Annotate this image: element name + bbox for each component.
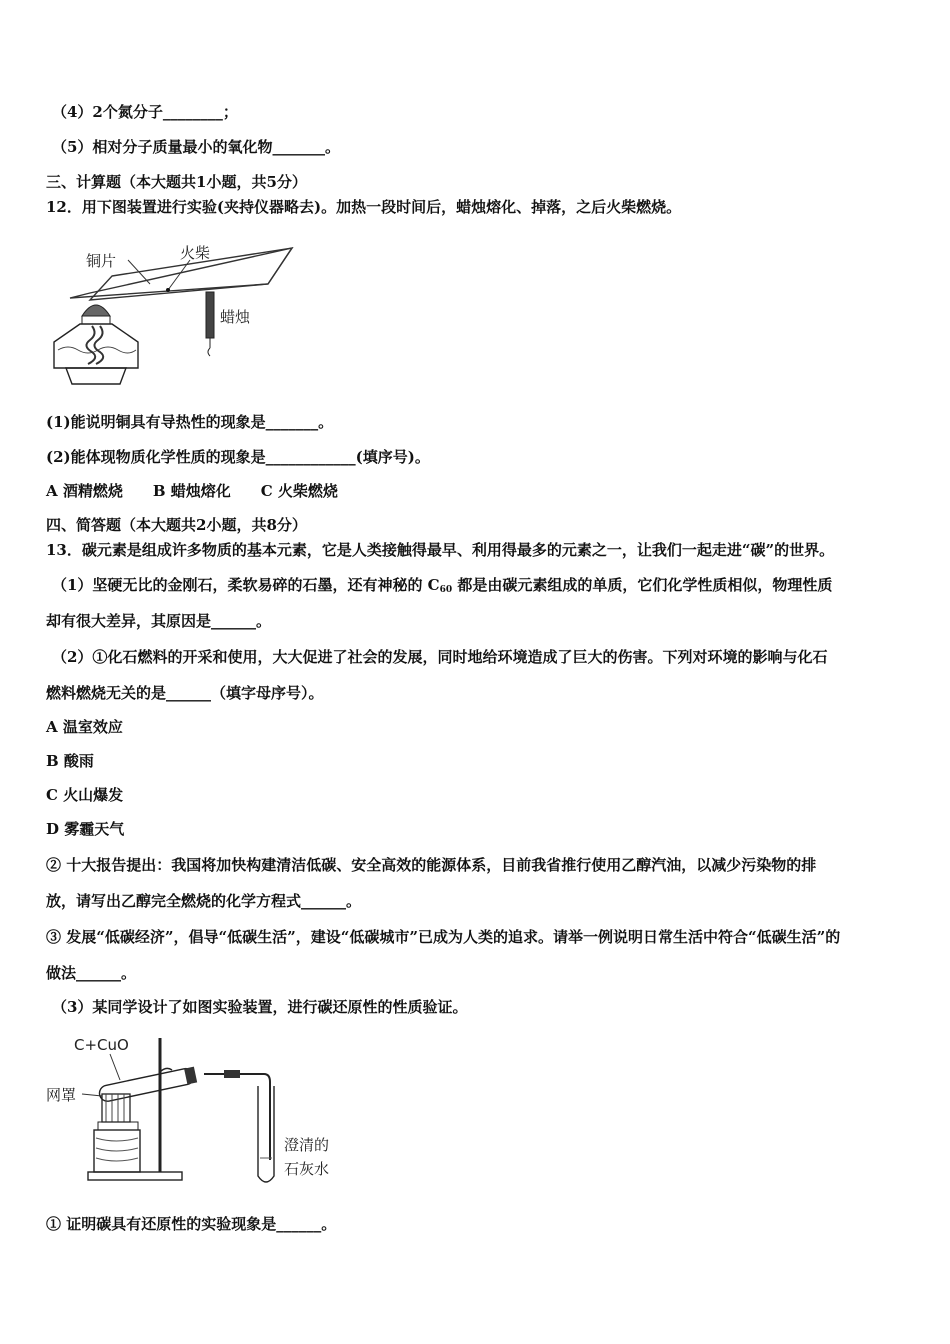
question-13-1b: 却有很大差异，其原因是______。 (46, 612, 272, 630)
section-3-heading: 三、计算题（本大题共1小题，共5分） (46, 173, 307, 191)
question-13-2d: 放，请写出乙醇完全燃烧的化学方程式______。 (46, 892, 362, 910)
question-13-3: （3）某同学设计了如图实验装置，进行碳还原性的性质验证。 (52, 998, 468, 1016)
option-d: D 雾霾天气 (46, 820, 125, 838)
question-12-options: A 酒精燃烧 B 蜡烛熔化 C 火柴燃烧 (46, 482, 338, 500)
reactants-label: C+CuO (74, 1036, 129, 1054)
carbon-reduction-diagram (44, 1030, 354, 1190)
option-c: C 火山爆发 (46, 786, 124, 804)
question-5: （5）相对分子质量最小的氧化物_______。 (52, 138, 340, 156)
gauze-label: 网罩 (46, 1086, 77, 1104)
question-13-2e: ③ 发展“低碳经济”，倡导“低碳生活”，建设“低碳城市”已成为人类的追求。请举一例说明日常生活中符合“低碳生活”的 (46, 928, 841, 946)
candle (206, 292, 214, 338)
question-12-1: (1)能说明铜具有导热性的现象是_______。 (46, 413, 334, 431)
section-4-heading: 四、简答题（本大题共2小题，共8分） (46, 516, 307, 534)
question-13-3-1: ① 证明碳具有还原性的实验现象是______。 (46, 1215, 337, 1233)
question-4: （4）2个氮分子________； (52, 103, 238, 121)
match-label: 火柴 (180, 244, 211, 262)
question-13-1a: （1）坚硬无比的金刚石，柔软易碎的石墨，还有神秘的 $C_{60}$ 都是由碳元素组成的单质，它们化学性质相似，物理性质 (52, 576, 833, 595)
limewater-label-2: 石灰水 (284, 1160, 330, 1178)
copper-label: 铜片 (86, 252, 117, 270)
limewater-tube (258, 1086, 274, 1182)
match-head (166, 288, 170, 292)
option-a: A 温室效应 (46, 718, 123, 736)
reaction-tube (98, 1067, 195, 1103)
copper-heating-diagram (40, 238, 310, 398)
question-12: 12．用下图装置进行实验(夹持仪器略去)。加热一段时间后，蜡烛熔化、掉落，之后火柴燃烧。 (46, 198, 682, 216)
delivery-tube (204, 1074, 270, 1160)
question-12-2: (2)能体现物质化学性质的现象是____________(填序号)。 (46, 448, 430, 466)
question-13-2b: 燃料燃烧无关的是______（填字母序号）。 (46, 684, 324, 702)
question-13-2c: ② 十大报告提出：我国将加快构建清洁低碳、安全高效的能源体系，目前我省推行使用乙醇汽油，以减少污染物的排 (46, 856, 817, 874)
flame-cap (82, 305, 110, 316)
question-13: 13．碳元素是组成许多物质的基本元素，它是人类接触得最早、利用得最多的元素之一，让我们一起走进“碳”的世界。 (46, 541, 835, 559)
question-13-2a: （2）①化石燃料的开采和使用，大大促进了社会的发展，同时地给环境造成了巨大的伤害。下列对环境的影响与化石 (52, 648, 828, 666)
limewater-label-1: 澄清的 (284, 1136, 330, 1154)
candle-label: 蜡烛 (220, 308, 251, 326)
alcohol-lamp (54, 324, 138, 368)
question-13-2f: 做法______。 (46, 964, 137, 982)
stand-base (88, 1172, 182, 1180)
option-b: B 酸雨 (46, 752, 94, 770)
